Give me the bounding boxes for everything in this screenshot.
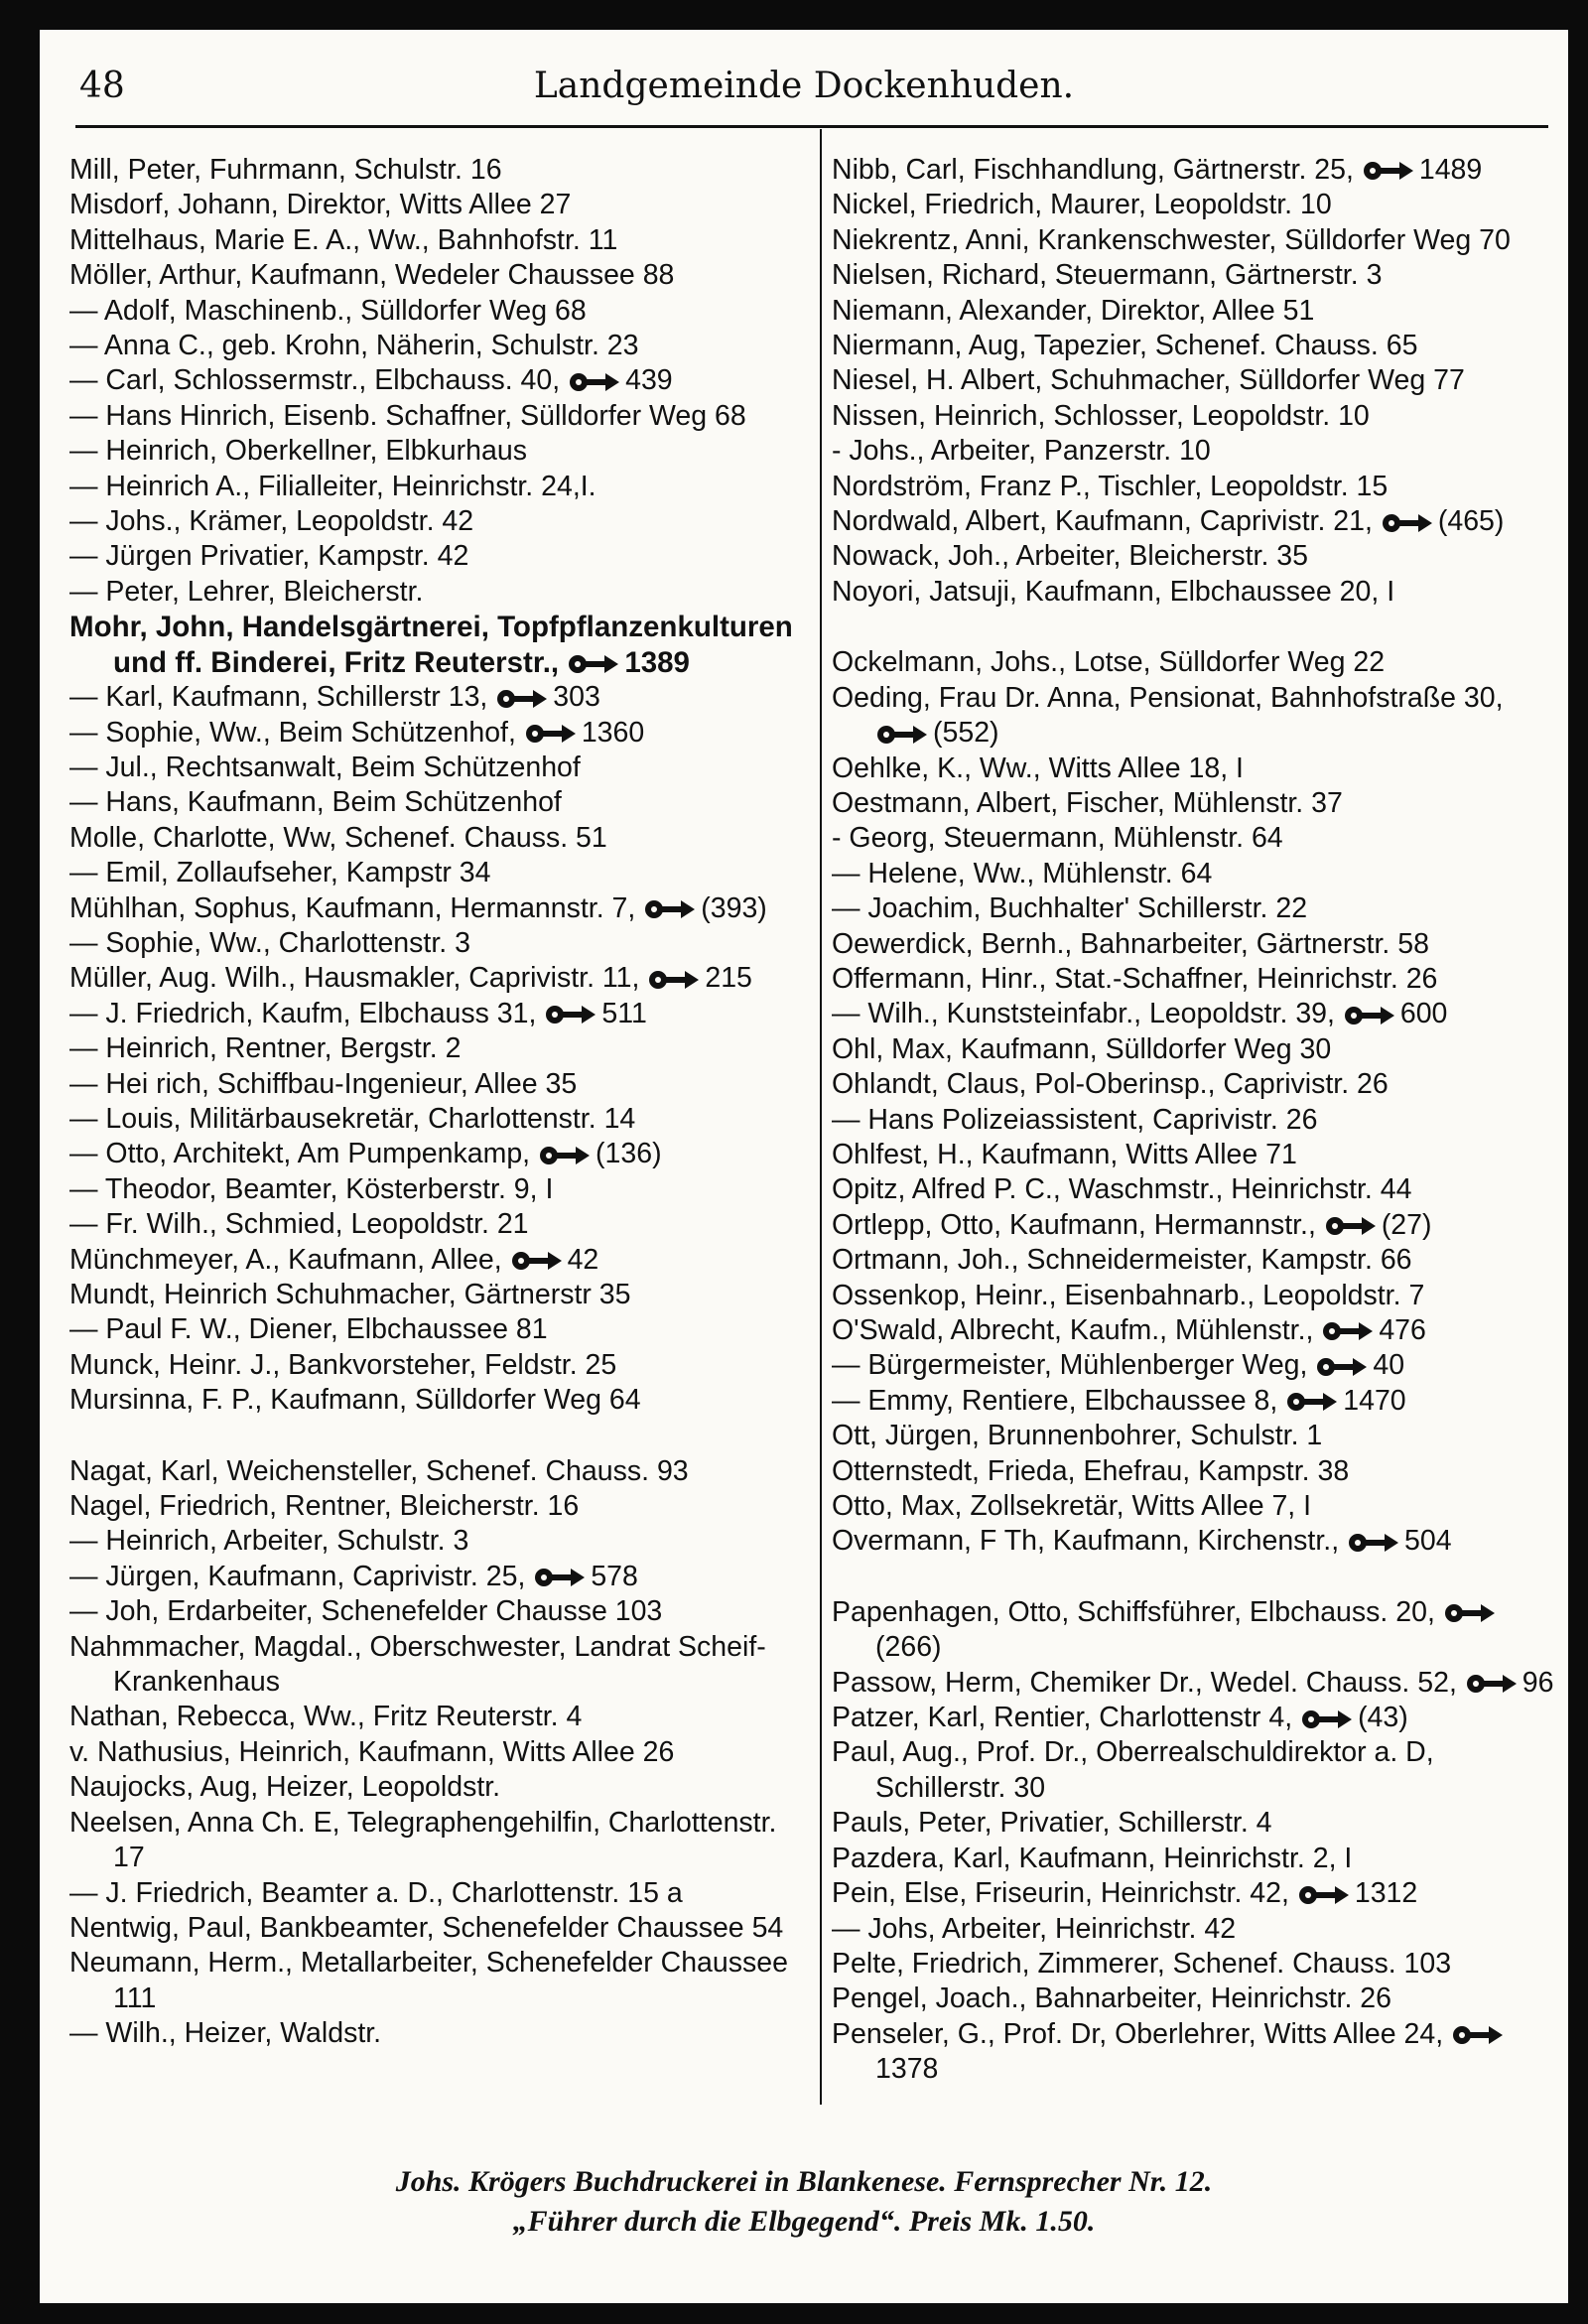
entry-text: Münchmeyer, A., Kaufmann, Allee, [69, 1243, 502, 1276]
directory-entry [832, 927, 1561, 962]
directory-entry [69, 1031, 799, 1066]
directory-entry [832, 1138, 1561, 1172]
telephone-handset-icon [540, 1147, 590, 1164]
telephone-handset-icon [1299, 1886, 1349, 1904]
entry-text: — Heinrich A., Filialleiter, Heinrichstr. 24,I. [69, 470, 596, 502]
entry-text: — Carl, Schlossermstr., Elbchauss. 40, [69, 364, 561, 397]
directory-entry [832, 1454, 1561, 1489]
telephone-handset-icon [1383, 514, 1432, 532]
phone-number: 40 [1373, 1349, 1405, 1382]
telephone-handset-icon [645, 900, 695, 918]
directory-entry [69, 2016, 799, 2051]
directory-entry [832, 470, 1561, 504]
entry-text: Passow, Herm, Chemiker Dr., Wedel. Chauss. 52, [832, 1666, 1457, 1699]
directory-entry [69, 1137, 799, 1171]
directory-entry [69, 575, 799, 610]
telephone-handset-icon [569, 655, 618, 673]
entry-text: Paul, Aug., Prof. Dr., Oberrealschuldirektor a. D, Schillerstr. 30 [832, 1736, 1434, 1804]
directory-entry [69, 1735, 799, 1770]
phone-number: (136) [596, 1138, 662, 1170]
entry-text: — Louis, Militärbausekretär, Charlottenstr. 14 [69, 1102, 636, 1135]
entry-text: Nielsen, Richard, Steuermann, Gärtnerstr. 3 [832, 259, 1383, 292]
section-gap [832, 1560, 1561, 1595]
directory-entry [69, 294, 799, 329]
phone-number: 1312 [1354, 1877, 1418, 1910]
directory-entry [832, 153, 1561, 188]
directory-entry [832, 786, 1561, 821]
phone-number: 600 [1399, 998, 1448, 1030]
entry-text: - Georg, Steuermann, Mühlenstr. 64 [832, 822, 1283, 855]
directory-entry [69, 997, 799, 1031]
entry-text: Oeding, Frau Dr. Anna, Pensionat, Bahnhofstraße 30, [832, 681, 1504, 714]
entry-text: — Karl, Kaufmann, Schillerstr 13, [69, 681, 488, 714]
entry-text: Nagat, Karl, Weichensteller, Schenef. Chauss. 93 [69, 1454, 689, 1487]
directory-entry [69, 961, 799, 996]
directory-entry [69, 856, 799, 890]
header-rule [75, 125, 1548, 128]
footer [40, 2162, 1568, 2242]
entry-text: — Heinrich, Arbeiter, Schulstr. 3 [69, 1525, 469, 1558]
entry-text: — Joh, Erdarbeiter, Schenefelder Chausse 103 [69, 1595, 663, 1628]
telephone-handset-icon [1445, 1604, 1495, 1622]
entry-text: Ohlandt, Claus, Pol-Oberinsp., Caprivistr. 26 [832, 1068, 1389, 1101]
entry-text: Nagel, Friedrich, Rentner, Bleicherstr. 16 [69, 1490, 580, 1523]
directory-entry [832, 2017, 1561, 2088]
entry-text: Ott, Jürgen, Brunnenbohrer, Schulstr. 1 [832, 1420, 1323, 1452]
section-gap [832, 610, 1561, 645]
entry-text: Penseler, G., Prof. Dr, Oberlehrer, Witts Allee 24, [832, 2017, 1444, 2050]
directory-entry [69, 1243, 799, 1278]
directory-entry [832, 1384, 1561, 1419]
directory-entry [832, 1348, 1561, 1383]
entry-text: Pein, Else, Friseurin, Heinrichstr. 42, [832, 1877, 1289, 1910]
entry-text: — Emil, Zollaufseher, Kampstr 34 [69, 857, 491, 889]
phone-number: 511 [601, 997, 647, 1029]
entry-text: Neelsen, Anna Ch. E, Telegraphengehilfin, Charlottenstr. 17 [69, 1806, 777, 1874]
directory-entry [69, 1312, 799, 1347]
phone-number: (552) [933, 717, 999, 750]
entry-text: — Johs, Arbeiter, Heinrichstr. 42 [832, 1912, 1237, 1945]
directory-entry [832, 857, 1561, 891]
entry-text: Nahmmacher, Magdal., Oberschwester, Landrat Scheif-Krankenhaus [69, 1630, 766, 1699]
directory-entry [832, 1524, 1561, 1559]
entry-text: Oehlke, K., Ww., Witts Allee 18, I [832, 752, 1244, 784]
directory-entry [832, 188, 1561, 222]
entry-text: Nordwald, Albert, Kaufmann, Caprivistr. 21, [832, 505, 1373, 538]
entry-text: Noyori, Jatsuji, Kaufmann, Elbchaussee 20, I [832, 575, 1395, 608]
phone-number: 504 [1404, 1525, 1452, 1558]
entry-text: Molle, Charlotte, Ww, Schenef. Chauss. 51 [69, 821, 607, 854]
directory-entry [69, 258, 799, 293]
directory-entry [69, 329, 799, 363]
entry-text: O'Swald, Albrecht, Kaufm., Mühlenstr., [832, 1314, 1314, 1346]
entry-text: Mundt, Heinrich Schuhmacher, Gärtnerstr 35 [69, 1279, 631, 1310]
directory-entry [69, 751, 799, 785]
phone-number: 215 [705, 962, 752, 995]
directory-entry [69, 716, 799, 751]
directory-entry [832, 1279, 1561, 1313]
page-header [79, 66, 1528, 125]
directory-entry [832, 1103, 1561, 1138]
directory-entry [832, 1666, 1561, 1701]
directory-entry [832, 1842, 1561, 1876]
entry-text: Niemann, Alexander, Direktor, Allee 51 [832, 294, 1315, 327]
directory-entry [69, 1278, 799, 1312]
telephone-handset-icon [1467, 1675, 1517, 1693]
phone-number: 1470 [1343, 1384, 1406, 1417]
entry-text: — Helene, Ww., Mühlenstr. 64 [832, 857, 1213, 889]
telephone-handset-icon [1287, 1393, 1337, 1411]
directory-entry [69, 1383, 799, 1418]
directory-page [40, 30, 1568, 2303]
directory-entry [832, 1032, 1561, 1067]
phone-number: 476 [1379, 1314, 1426, 1346]
directory-entry [832, 752, 1561, 786]
entry-text: Patzer, Karl, Rentier, Charlottenstr 4, [832, 1702, 1293, 1734]
entry-text: — Hans, Kaufmann, Beim Schützenhof [69, 786, 562, 819]
entry-text: — Johs., Krämer, Leopoldstr. 42 [69, 505, 474, 538]
entry-text: Munck, Heinr. J., Bankvorsteher, Feldstr. 25 [69, 1348, 617, 1381]
directory-entry [832, 1735, 1561, 1806]
directory-entry [69, 1630, 799, 1701]
entry-text: Naujocks, Aug, Heizer, Leopoldstr. [69, 1771, 501, 1804]
entry-text: Ohlfest, H., Kaufmann, Witts Allee 71 [832, 1138, 1297, 1170]
directory-entry [69, 891, 799, 926]
left-column [69, 153, 799, 2052]
directory-entry [832, 434, 1561, 469]
directory-entry [69, 1454, 799, 1489]
directory-entry [69, 539, 799, 574]
entry-text: — Peter, Lehrer, Bleicherstr. [69, 575, 424, 608]
directory-entry [69, 188, 799, 222]
entry-text: Pelte, Friedrich, Zimmerer, Schenef. Chauss. 103 [832, 1947, 1452, 1980]
directory-entry [69, 1700, 799, 1734]
entry-text: — Otto, Architekt, Am Pumpenkamp, [69, 1138, 531, 1170]
directory-entry [69, 1067, 799, 1102]
telephone-handset-icon [1323, 1322, 1373, 1340]
entry-text: — Bürgermeister, Mühlenberger Weg, [832, 1349, 1308, 1382]
entry-text: — Emmy, Rentiere, Elbchaussee 8, [832, 1384, 1278, 1417]
directory-entry [832, 1172, 1561, 1207]
phone-number: (27) [1381, 1208, 1432, 1241]
directory-entry [832, 399, 1561, 434]
entry-text: — Sophie, Ww., Beim Schützenhof, [69, 716, 516, 749]
phone-number: 1489 [1418, 154, 1483, 186]
entry-text: Mursinna, F. P., Kaufmann, Sülldorfer Weg 64 [69, 1384, 641, 1417]
directory-entry [69, 470, 799, 504]
directory-entry [832, 962, 1561, 997]
entry-text: Otto, Max, Zollsekretär, Witts Allee 7, I [832, 1490, 1312, 1523]
directory-entry [832, 1595, 1561, 1666]
entry-text: Nowack, Joh., Arbeiter, Bleicherstr. 35 [832, 540, 1308, 573]
directory-entry [69, 680, 799, 715]
entry-text: Nathan, Rebecca, Ww., Fritz Reuterstr. 4 [69, 1701, 583, 1733]
entry-text: Niermann, Aug, Tapezier, Schenef. Chauss. 65 [832, 330, 1418, 362]
entry-text: Mohr, John, Handelsgärtnerei, Topfpflanzenkulturen und ff. Binderei, Fritz Reuterstr., [69, 611, 793, 679]
telephone-handset-icon [1349, 1534, 1398, 1552]
entry-text: — Heinrich, Rentner, Bergstr. 2 [69, 1032, 462, 1065]
entry-text: Niekrentz, Anni, Krankenschwester, Sülldorfer Weg 70 [832, 223, 1511, 256]
telephone-handset-icon [1326, 1217, 1376, 1235]
directory-entry [69, 1489, 799, 1524]
directory-entry [832, 997, 1561, 1031]
entry-text: Nentwig, Paul, Bankbeamter, Schenefelder Chaussee 54 [69, 1911, 784, 1944]
directory-entry [832, 645, 1561, 680]
entry-text: Ortmann, Joh., Schneidermeister, Kampstr. 66 [832, 1244, 1412, 1277]
phone-number: 1389 [624, 645, 690, 679]
entry-text: Overmann, F Th, Kaufmann, Kirchenstr., [832, 1525, 1340, 1558]
entry-text: — Jürgen Privatier, Kampstr. 42 [69, 540, 469, 573]
entry-text: — J. Friedrich, Kaufm, Elbchauss 31, [69, 997, 537, 1029]
entry-text: Oewerdick, Bernh., Bahnarbeiter, Gärtnerstr. 58 [832, 927, 1429, 960]
entry-text: — Hans Polizeiassistent, Caprivistr. 26 [832, 1103, 1318, 1136]
page-number: 48 [79, 66, 125, 106]
directory-entry [832, 1912, 1561, 1947]
directory-entry [832, 1489, 1561, 1524]
entry-text: — Hei rich, Schiffbau-Ingenieur, Allee 35 [69, 1067, 578, 1100]
phone-number: 578 [591, 1560, 638, 1592]
telephone-handset-icon [1302, 1710, 1352, 1728]
entry-text: Ockelmann, Johs., Lotse, Sülldorfer Weg 22 [832, 646, 1386, 679]
directory-entry [69, 1172, 799, 1207]
entry-text: — Jürgen, Kaufmann, Caprivistr. 25, [69, 1560, 526, 1592]
directory-entry [69, 363, 799, 398]
directory-entry [832, 223, 1561, 258]
directory-entry [69, 1806, 799, 1876]
footer-line-1: Johs. Krögers Buchdruckerei in Blankenese. Fernsprecher Nr. 12. [395, 2165, 1213, 2198]
phone-number: 1360 [581, 716, 645, 749]
entry-text: Pazdera, Karl, Kaufmann, Heinrichstr. 2, I [832, 1842, 1353, 1874]
directory-entry [69, 610, 799, 680]
directory-entry [832, 1208, 1561, 1243]
phone-number: 1378 [875, 2053, 939, 2086]
directory-entry [832, 1982, 1561, 2016]
footer-line-2: „Führer durch die Elbgegend“. Preis Mk. 1.50. [512, 2205, 1096, 2238]
telephone-handset-icon [512, 1252, 562, 1270]
directory-entry [832, 575, 1561, 610]
directory-entry [832, 539, 1561, 574]
telephone-handset-icon [570, 373, 619, 391]
phone-number: 303 [553, 681, 600, 714]
phone-number: (393) [701, 891, 767, 924]
directory-entry [69, 1560, 799, 1594]
directory-entry [69, 1524, 799, 1559]
entry-text: Ohl, Max, Kaufmann, Sülldorfer Weg 30 [832, 1032, 1332, 1065]
directory-entry [832, 1067, 1561, 1102]
directory-entry [69, 1911, 799, 1946]
entry-text: Otternstedt, Frieda, Ehefrau, Kampstr. 38 [832, 1454, 1350, 1487]
telephone-handset-icon [535, 1569, 585, 1586]
entry-text: Offermann, Hinr., Stat.-Schaffner, Heinrichstr. 26 [832, 962, 1438, 995]
entry-text: — Fr. Wilh., Schmied, Leopoldstr. 21 [69, 1208, 529, 1241]
phone-number: (266) [875, 1631, 942, 1664]
entry-text: Pauls, Peter, Privatier, Schillerstr. 4 [832, 1807, 1272, 1840]
directory-entry [69, 434, 799, 469]
entry-text: Pengel, Joach., Bahnarbeiter, Heinrichstr. 26 [832, 1982, 1392, 2015]
entry-text: — Hans Hinrich, Eisenb. Schaffner, Sülldorfer Weg 68 [69, 399, 746, 432]
directory-entry [69, 1594, 799, 1629]
phone-number: (465) [1437, 505, 1505, 538]
directory-entry [69, 785, 799, 820]
directory-entry [69, 1348, 799, 1383]
entry-text: - Johs., Arbeiter, Panzerstr. 10 [832, 435, 1211, 468]
entry-text: — Anna C., geb. Krohn, Näherin, Schulstr. 23 [69, 330, 639, 362]
directory-entry [832, 821, 1561, 856]
page-title: Landgemeinde Dockenhuden. [533, 66, 1075, 106]
entry-text: — Adolf, Maschinenb., Sülldorfer Weg 68 [69, 294, 587, 327]
entry-text: — Heinrich, Oberkellner, Elbkurhaus [69, 435, 527, 468]
column-divider [820, 129, 822, 2105]
phone-number: (43) [1358, 1702, 1408, 1734]
directory-entry [69, 1102, 799, 1137]
entry-text: — Paul F. W., Diener, Elbchaussee 81 [69, 1313, 548, 1346]
entry-text: Ossenkop, Heinr., Eisenbahnarb., Leopoldstr. 7 [832, 1279, 1425, 1311]
entry-text: — Joachim, Buchhalter' Schillerstr. 22 [832, 892, 1308, 925]
entry-text: — Jul., Rechtsanwalt, Beim Schützenhof [69, 751, 581, 783]
directory-entry [69, 1946, 799, 2016]
directory-entry [832, 1313, 1561, 1348]
directory-entry [832, 1947, 1561, 1982]
directory-entry [69, 1876, 799, 1911]
telephone-handset-icon [877, 726, 927, 744]
entry-text: Müller, Aug. Wilh., Hausmakler, Caprivistr. 11, [69, 962, 640, 995]
entry-text: Neumann, Herm., Metallarbeiter, Schenefelder Chaussee 111 [69, 1947, 788, 2014]
entry-text: Nissen, Heinrich, Schlosser, Leopoldstr. 10 [832, 399, 1370, 432]
directory-entry [69, 223, 799, 258]
telephone-handset-icon [1453, 2026, 1503, 2044]
entry-text: — Theodor, Beamter, Kösterberstr. 9, I [69, 1172, 554, 1205]
entry-text: Mittelhaus, Marie E. A., Ww., Bahnhofstr. 11 [69, 223, 618, 256]
entry-text: Papenhagen, Otto, Schiffsführer, Elbchauss. 20, [832, 1595, 1435, 1628]
directory-entry [832, 891, 1561, 926]
directory-entry [832, 1806, 1561, 1841]
telephone-handset-icon [1317, 1358, 1367, 1376]
directory-entry [832, 504, 1561, 539]
directory-entry [69, 821, 799, 856]
entry-text: — J. Friedrich, Beamter a. D., Charlottenstr. 15 a [69, 1876, 683, 1909]
telephone-handset-icon [649, 971, 699, 989]
entry-text: v. Nathusius, Heinrich, Kaufmann, Witts Allee 26 [69, 1735, 675, 1768]
directory-entry [832, 1419, 1561, 1453]
telephone-handset-icon [1345, 1007, 1394, 1025]
entry-text: Mill, Peter, Fuhrmann, Schulstr. 16 [69, 154, 502, 186]
directory-entry [832, 294, 1561, 329]
entry-text: Ortlepp, Otto, Kaufmann, Hermannstr., [832, 1208, 1316, 1241]
section-gap [69, 1419, 799, 1454]
directory-entry [832, 1243, 1561, 1278]
directory-entry [832, 1876, 1561, 1911]
directory-entry [69, 504, 799, 539]
phone-number: 42 [567, 1243, 599, 1276]
directory-entry [832, 258, 1561, 293]
directory-entry [69, 1207, 799, 1242]
phone-number: 439 [625, 364, 673, 397]
entry-text: Misdorf, Johann, Direktor, Witts Allee 27 [69, 189, 572, 221]
telephone-handset-icon [1364, 162, 1413, 180]
entry-text: Nibb, Carl, Fischhandlung, Gärtnerstr. 25, [832, 154, 1354, 186]
entry-text: Oestmann, Albert, Fischer, Mühlenstr. 37 [832, 786, 1343, 819]
entry-text: — Wilh., Kunststeinfabr., Leopoldstr. 39, [832, 998, 1335, 1030]
phone-number: 96 [1522, 1666, 1554, 1699]
entry-text: Möller, Arthur, Kaufmann, Wedeler Chaussee 88 [69, 259, 675, 292]
directory-entry [832, 681, 1561, 752]
telephone-handset-icon [526, 725, 576, 743]
right-column [832, 153, 1561, 2088]
directory-entry [832, 1701, 1561, 1735]
directory-entry [69, 399, 799, 434]
directory-entry [69, 153, 799, 188]
directory-entry [832, 363, 1561, 398]
telephone-handset-icon [546, 1006, 596, 1024]
entry-text: Nordström, Franz P., Tischler, Leopoldstr. 15 [832, 470, 1389, 502]
entry-text: Niesel, H. Albert, Schuhmacher, Sülldorfer Weg 77 [832, 364, 1465, 397]
entry-text: Nickel, Friedrich, Maurer, Leopoldstr. 10 [832, 189, 1332, 221]
telephone-handset-icon [497, 690, 547, 708]
directory-entry [69, 1770, 799, 1805]
entry-text: Mühlhan, Sophus, Kaufmann, Hermannstr. 7, [69, 891, 636, 924]
entry-text: — Sophie, Ww., Charlottenstr. 3 [69, 926, 470, 959]
entry-text: — Wilh., Heizer, Waldstr. [69, 2017, 382, 2050]
directory-entry [69, 926, 799, 961]
directory-entry [832, 329, 1561, 363]
entry-text: Opitz, Alfred P. C., Waschmstr., Heinrichstr. 44 [832, 1173, 1412, 1206]
